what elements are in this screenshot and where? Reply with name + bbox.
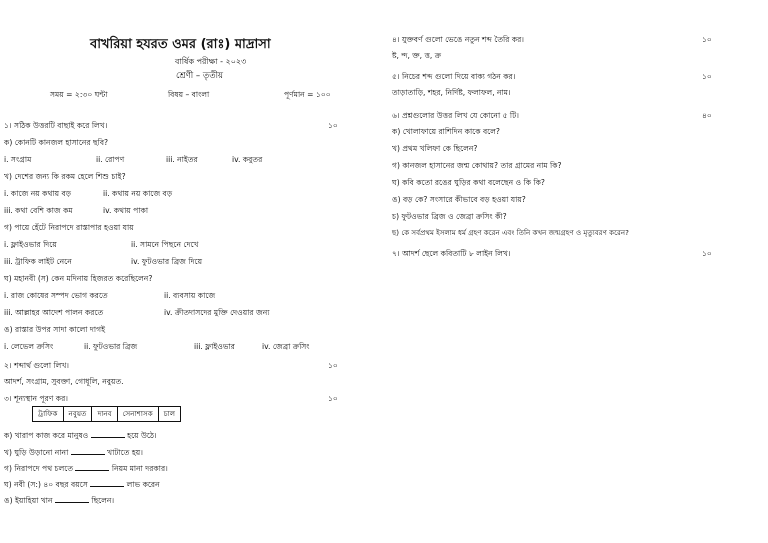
q1-kha-opt-2: ii. কথায় নয় কাজে বড়	[103, 189, 173, 198]
q3-item-text: খ) ঘুড়ি উড়ানো নানা	[4, 448, 69, 457]
exam-name: বার্ষিক পরীক্ষা - ২০২৩	[175, 57, 247, 66]
q1-ka-opt-4: iv. কবুতর	[232, 155, 263, 164]
q3-item-text: লাভ করেন	[126, 480, 160, 489]
blank-line	[75, 465, 109, 471]
q3-word-box	[32, 406, 181, 422]
q3-item-text: ঘ) নবী (স:) ৪০ বছর বয়সে	[4, 480, 88, 489]
q1-ga-opt-4: iv. ফুটওভার ব্রিজ দিয়ে	[131, 257, 203, 266]
q1-gha-opt-3: iii. আল্লাহর আদেশ পালন করতে	[4, 308, 104, 317]
q1-umo-question: ঙ) রাস্তার উপর সাদা কালো দাগই	[4, 325, 106, 334]
q6-item: চ) ফুটওভার ব্রিজ ও জেব্রা ক্রসিং কী?	[392, 212, 507, 221]
q7-heading: ৭। আদর্শ ছেলে কবিতাটি ৮ লাইন লিখ।	[392, 249, 511, 258]
q6-item: খ) প্রথম খলিফা কে ছিলেন?	[392, 144, 478, 153]
q3-item-text: ঙ) ইয়াহিয়া খান	[4, 496, 53, 505]
q2-marks: ১০	[328, 361, 338, 370]
blank-line	[55, 497, 89, 503]
q3-item-gha	[4, 481, 160, 489]
q4-letters: ষ্ট, ন্দ, ক্ত, ত্ত, ক্র	[392, 51, 442, 60]
q1-ga-opt-2: ii. সামনে পিছনে দেখে	[131, 240, 199, 249]
class-name: শ্রেণী – তৃতীয়	[176, 71, 224, 81]
q3-item-kha	[4, 449, 143, 457]
q1-gha-question: ঘ) মহানবী (স) কেন মদিনায় হিজরত করেছিলেন?	[4, 274, 153, 283]
q1-gha-opt-4: iv. ক্রীতদাসদের মুক্তি দেওয়ার জন্য	[164, 308, 270, 317]
q3-item-text: ছিলেন।	[91, 496, 115, 505]
q6-item: ঘ) কবি কতো রঙের ঘুড়ির কথা বলেছেন ও কি কি?	[392, 178, 545, 187]
school-name: বাখরিয়া হযরত ওমর (রাঃ) মাদ্রাসা	[90, 37, 271, 52]
q1-kha-opt-3: iii. কথা বেশি কাজ কম	[4, 206, 73, 215]
q1-ga-opt-3: iii. ট্রাফিক লাইট নেনে	[4, 257, 72, 266]
q1-umo-opt-2: ii. ফুটওভার ব্রিজ	[84, 342, 138, 351]
q1-heading: ১। সঠিক উত্তরটি বাছাই করে লিখ।	[4, 121, 108, 130]
word-box-cell: দানব	[92, 407, 117, 422]
q1-gha-opt-2: ii. ব্যবসায় কাজে	[164, 291, 216, 300]
q6-item: ক) খোলাফায়ে রাশিদিন কাকে বলে?	[392, 127, 500, 136]
q3-item-text: নিয়ম মানা দরকার।	[111, 464, 168, 473]
subject-name: বিষয় – বাংলা	[168, 90, 210, 99]
q3-item-text: ক) খারাপ কাজ করে মানুষও	[4, 431, 89, 440]
q4-marks: ১০	[702, 35, 712, 44]
q2-words: আদর্শ, সংগ্রাম, সুবক্তা, গোধূলি, নবুয়ত.	[4, 377, 124, 386]
q1-ga-question: গ) পায়ে হেঁটে নিরাপদে রাস্তাপার হওয়া যায়	[4, 223, 134, 232]
q1-ga-opt-1: i. ফ্লাইওভার দিয়ে	[4, 240, 57, 249]
q3-item-text: খাটাতে হয়।	[107, 448, 143, 457]
q5-words: তাড়াতাড়ি, শহর, নির্দিষ্ট, ফলাফল, নাম।	[392, 88, 511, 97]
q3-heading: ৩। শূন্যস্থান পূরণ কর।	[4, 394, 69, 403]
q5-heading: ৫। নিচের শব্দ গুলো দিয়ে বাক্য গঠন কর।	[392, 72, 516, 81]
q1-umo-opt-4: iv. জেব্রা ক্রসিং	[262, 342, 310, 351]
q1-kha-opt-1: i. কাজে নয় কথায় বড়	[4, 189, 72, 198]
q6-item: ছ) কে সর্বপ্রথম ইসলাম ধর্ম গ্রহণ করেন এবং তিনি কখন জন্মগ্রহণ ও মৃত্যুবরণ করেন?	[392, 228, 629, 237]
word-box-cell: ট্রাফিক	[33, 407, 64, 422]
q1-kha-question: খ) দেশের জন্য কি রকম হেলে শিশু চাই?	[4, 172, 126, 181]
q7-marks: ১০	[702, 249, 712, 258]
exam-time: সময় = ২:৩০ ঘন্টা	[50, 90, 108, 99]
q3-marks: ১০	[328, 394, 338, 403]
full-marks: পূর্ণমান = ১০০	[284, 90, 331, 99]
q3-item-ga	[4, 465, 168, 473]
q1-ka-question: ক) কোনটি কানজল হাসানের ছবি?	[4, 138, 109, 147]
q3-item-ka	[4, 432, 157, 440]
q6-item: ঙ) বড় কে? সংসারে কীভাবে বড় হওয়া যায়?	[392, 195, 526, 204]
q2-heading: ২। শব্দার্থ গুলো লিখ।	[4, 361, 70, 370]
q1-ka-opt-2: ii. রোপণ	[96, 155, 125, 164]
q6-item: গ) কানজল হাসানের জন্ম কোথায়? তার গ্রামের নাম কি?	[392, 161, 562, 170]
blank-line	[91, 432, 125, 438]
q3-item-umo	[4, 497, 114, 505]
q4-heading: ৪। যুক্তবর্ণ গুলো ভেঙে নতুন শব্দ তৈরি কর।	[392, 35, 525, 44]
blank-line	[71, 449, 105, 455]
blank-line	[90, 481, 124, 487]
word-box-cell: সেনাশাসক	[117, 407, 158, 422]
q3-item-text: গ) নিরাপদে পথ চলতে	[4, 464, 74, 473]
q6-marks: ৪০	[702, 111, 712, 120]
q6-heading: ৬। প্রশ্নগুলোর উত্তর লিখ যে কোনো ৫ টি।	[392, 111, 519, 120]
q5-marks: ১০	[702, 72, 712, 81]
q1-marks: ১০	[328, 121, 338, 130]
q1-gha-opt-1: i. রাজ কোষের সম্পদ ভোগ করতে	[4, 291, 108, 300]
q1-umo-opt-1: i. লেভেল ক্রসিং	[4, 342, 54, 351]
q1-ka-opt-3: iii. নাইতর	[166, 155, 198, 164]
q1-kha-opt-4: iv. কথায় পাকা	[103, 206, 149, 215]
q1-ka-opt-1: i. সংগ্রাম	[4, 155, 32, 164]
word-box-cell: চাল	[158, 407, 180, 422]
word-box-cell: নবুয়ত	[63, 407, 92, 422]
q3-item-text: হয়ে উঠে।	[127, 431, 157, 440]
q1-umo-opt-3: iii. ফ্লাইওভার	[194, 342, 235, 351]
